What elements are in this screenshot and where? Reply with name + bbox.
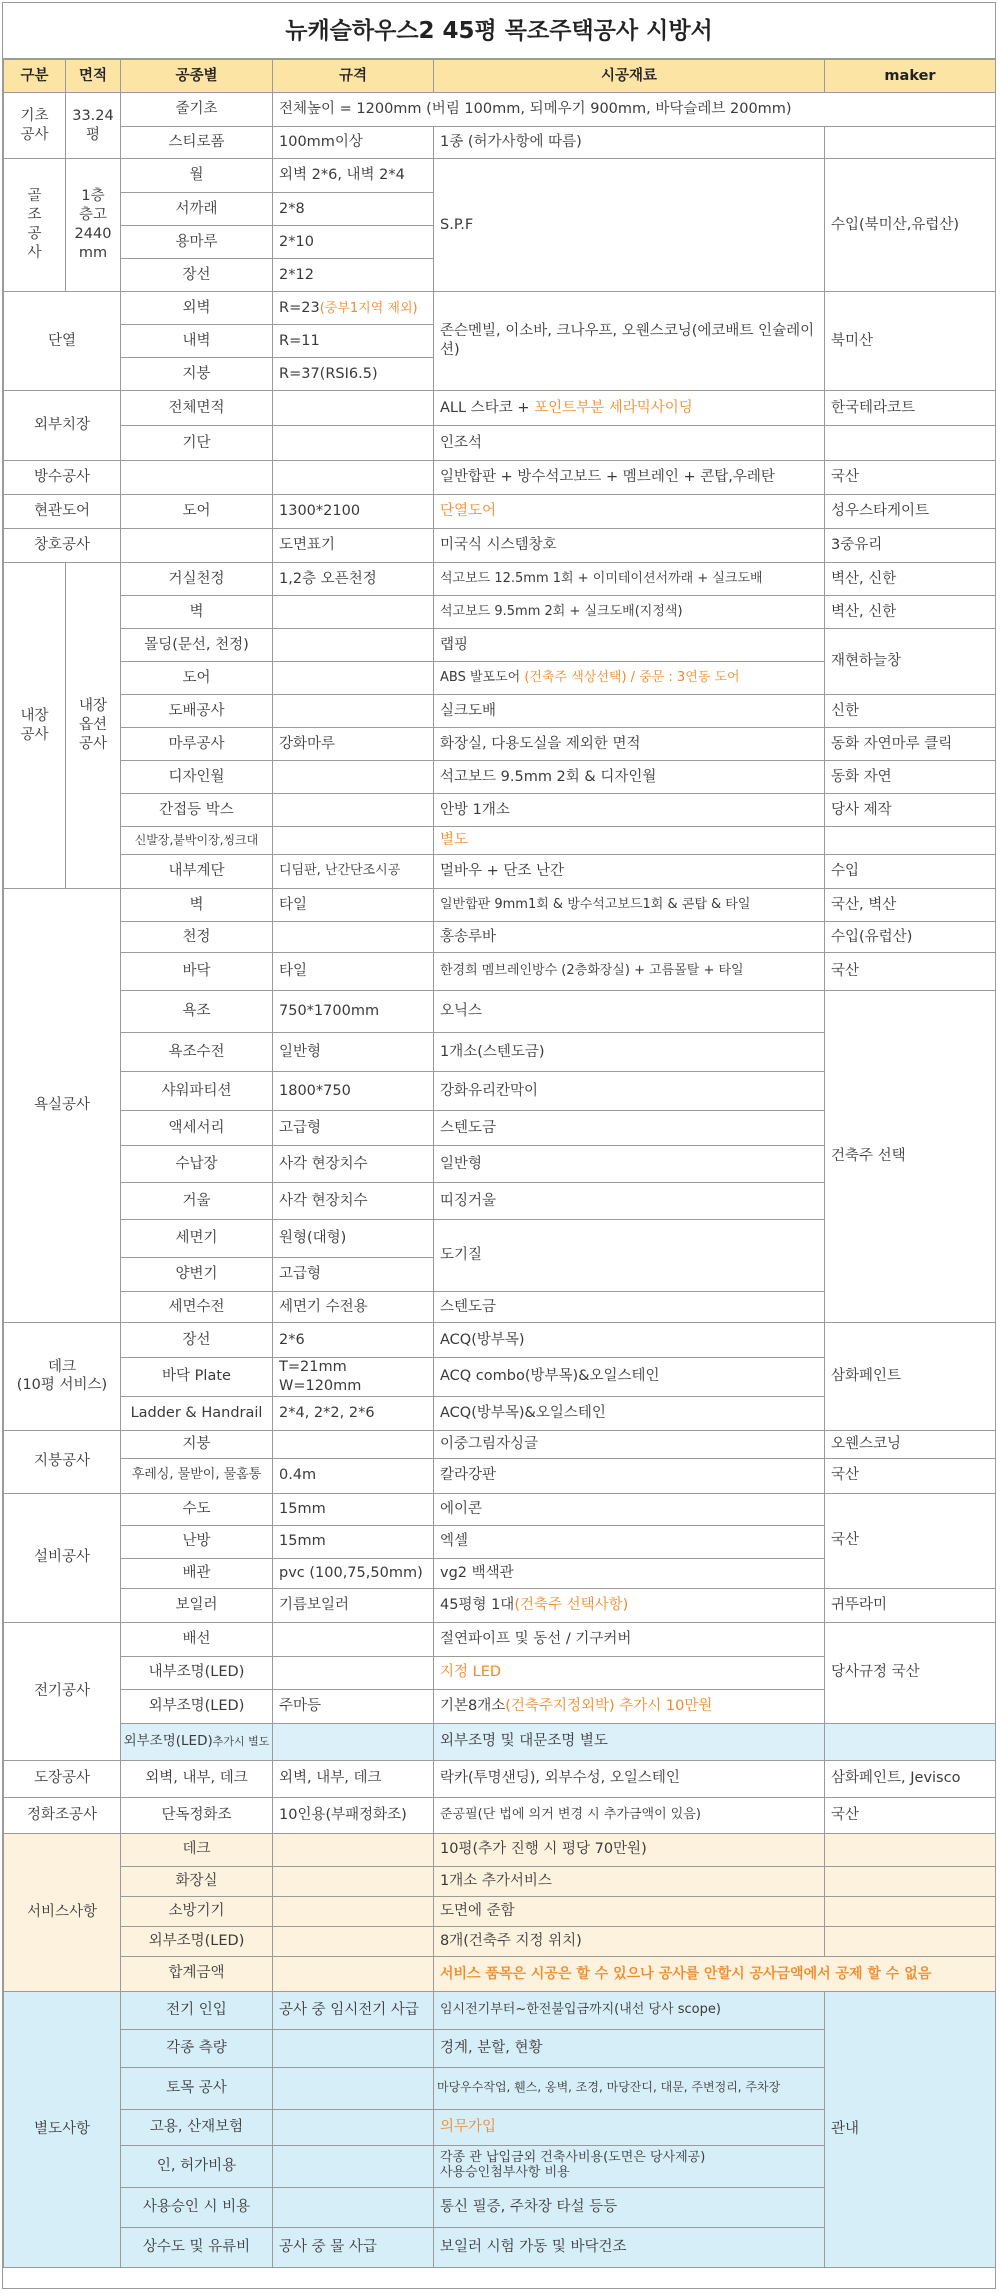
maker-cell: 국산 xyxy=(825,1797,996,1833)
table-row xyxy=(4,391,996,426)
group-waterproof: 방수공사 xyxy=(4,461,121,495)
table-row xyxy=(4,1588,996,1622)
item-cell: 월 xyxy=(121,159,273,193)
spec-cell: R=11 xyxy=(273,325,434,358)
group-separate: 별도사항 xyxy=(4,1991,121,2267)
table-row xyxy=(4,1323,996,1358)
table-row xyxy=(4,827,996,855)
material-cell: 띠징거울 xyxy=(434,1183,825,1220)
item-cell: 장선 xyxy=(121,1323,273,1358)
table-row xyxy=(4,1956,996,1991)
group-frame: 골 조 공 사 xyxy=(4,159,66,292)
spec-cell: 1800*750 xyxy=(273,1072,434,1111)
table-row xyxy=(4,563,996,596)
table-row xyxy=(4,629,996,662)
item-cell: 스티로폼 xyxy=(121,127,273,159)
material-cell: 1개소(스텐도금) xyxy=(434,1033,825,1072)
material-cell xyxy=(434,2145,825,2187)
material-cell: 일반형 xyxy=(434,1146,825,1183)
item-cell: 디자인월 xyxy=(121,761,273,794)
spec-note: (중부1지역 제외) xyxy=(319,300,418,316)
material-text: 45평형 1대 xyxy=(440,1596,515,1613)
table-row xyxy=(4,1430,996,1458)
item-cell: 외벽, 내부, 데크 xyxy=(121,1760,273,1797)
material-cell: 일반합판 + 방수석고보드 + 멤브레인 + 콘탑,우레탄 xyxy=(434,461,825,495)
spec-cell xyxy=(273,1956,434,1991)
group-entrance-door: 현관도어 xyxy=(4,495,121,529)
group-roof: 지붕공사 xyxy=(4,1430,121,1493)
item-cell: 벽 xyxy=(121,889,273,922)
material-cell: 통신 필증, 주차장 타설 등등 xyxy=(434,2187,825,2227)
item-cell: 양변기 xyxy=(121,1258,273,1292)
table-row xyxy=(4,991,996,1033)
group-interior-option: 내장 옵션 공사 xyxy=(66,563,121,889)
spec-cell xyxy=(273,761,434,794)
spec-cell xyxy=(273,1896,434,1926)
item-cell: 거울 xyxy=(121,1183,273,1220)
spec-table xyxy=(3,59,996,2268)
material-cell: 이중그림자싱글 xyxy=(434,1430,825,1458)
item-cell: 바닥 Plate xyxy=(121,1358,273,1397)
spec-cell xyxy=(273,794,434,827)
spec-cell: 세면기 수전용 xyxy=(273,1292,434,1323)
item-cell: 전기 인입 xyxy=(121,1991,273,2029)
group-septic: 정화조공사 xyxy=(4,1797,121,1833)
header-spec: 규격 xyxy=(273,60,434,93)
maker-cell: 수입(유럽산) xyxy=(825,922,996,953)
maker-cell: 북미산 xyxy=(825,292,996,391)
material-cell: ACQ combo(방부목)&오일스테인 xyxy=(434,1358,825,1397)
spec-cell xyxy=(273,1622,434,1656)
group-interior: 내장 공사 xyxy=(4,563,66,889)
item-cell: 용마루 xyxy=(121,226,273,259)
spec-cell xyxy=(273,629,434,662)
item-cell: 상수도 및 유류비 xyxy=(121,2227,273,2267)
item-cell: 도어 xyxy=(121,662,273,695)
table-row xyxy=(4,426,996,461)
spec-cell: 2*12 xyxy=(273,259,434,292)
material-text: ALL 스타코 + xyxy=(440,399,535,416)
material-cell: 1개소 추가서비스 xyxy=(434,1866,825,1896)
area-foundation: 33.24평 xyxy=(66,93,121,159)
item-cell: 바닥 xyxy=(121,953,273,991)
item-cell: 줄기초 xyxy=(121,93,273,127)
material-cell: 서비스 품목은 시공은 할 수 있으나 공사를 안할시 공사금액에서 공제 할 수 없음 xyxy=(434,1956,996,1991)
table-row xyxy=(4,953,996,991)
table-row xyxy=(4,292,996,325)
material-highlight: (건축주 색상선택) / 중문 : 3연동 도어 xyxy=(524,669,740,685)
header-work-type: 공종별 xyxy=(121,60,273,93)
spec-cell: 강화마루 xyxy=(273,728,434,761)
material-cell: 경계, 분할, 현황 xyxy=(434,2029,825,2067)
material-cell: 오닉스 xyxy=(434,991,825,1033)
maker-cell: 벽산, 신한 xyxy=(825,563,996,596)
spec-cell xyxy=(273,1926,434,1956)
material-cell: 에이콘 xyxy=(434,1493,825,1525)
item-cell: 내벽 xyxy=(121,325,273,358)
material-cell: 칼라강판 xyxy=(434,1458,825,1493)
spec-cell: 주마등 xyxy=(273,1689,434,1723)
spec-cell: 2*8 xyxy=(273,193,434,226)
material-cell: 도면에 준함 xyxy=(434,1896,825,1926)
material-cell: 석고보드 9.5mm 2회 & 디자인월 xyxy=(434,761,825,794)
item-cell: 장선 xyxy=(121,259,273,292)
maker-cell: 벽산, 신한 xyxy=(825,596,996,629)
item-cell: 배선 xyxy=(121,1622,273,1656)
item-cell: 데크 xyxy=(121,1833,273,1866)
item-cell: 각종 측량 xyxy=(121,2029,273,2067)
material-cell xyxy=(434,1689,825,1723)
item-note: 추가시 별도 xyxy=(212,1734,270,1748)
table-row xyxy=(4,93,996,127)
item-cell: 지붕 xyxy=(121,358,273,391)
item-cell: 사용승인 시 비용 xyxy=(121,2187,273,2227)
maker-cell: 수입 xyxy=(825,855,996,889)
spec-cell: 도면표기 xyxy=(273,529,434,563)
maker-cell: 오웬스코닝 xyxy=(825,1430,996,1458)
maker-cell xyxy=(825,1833,996,1866)
spec-cell: 기름보일러 xyxy=(273,1588,434,1622)
spec-cell xyxy=(273,922,434,953)
maker-cell xyxy=(825,1723,996,1760)
table-row xyxy=(4,1797,996,1833)
spec-cell: 외벽 2*6, 내벽 2*4 xyxy=(273,159,434,193)
material-highlight: (건축주지정외박) 추가시 10만원 xyxy=(505,1697,713,1714)
header-category: 구분 xyxy=(4,60,66,93)
spec-cell xyxy=(273,292,434,325)
header-material: 시공재료 xyxy=(434,60,825,93)
maker-cell xyxy=(825,127,996,159)
maker-cell xyxy=(825,426,996,461)
material-cell: 1종 (허가사항에 따름) xyxy=(434,127,825,159)
material-cell: 마당우수작업, 휀스, 옹벽, 조경, 마당잔디, 대문, 주변정리, 주차장 xyxy=(434,2067,825,2109)
spec-cell xyxy=(273,2109,434,2145)
material-cell: 도기질 xyxy=(434,1220,825,1292)
maker-cell xyxy=(825,827,996,855)
material-text: 사용승인첨부사항 비용 xyxy=(440,2165,570,2181)
spec-cell: 750*1700mm xyxy=(273,991,434,1033)
spec-cell: 2*4, 2*2, 2*6 xyxy=(273,1396,434,1430)
spec-cell: 원형(대형) xyxy=(273,1220,434,1258)
item-cell: 내부조명(LED) xyxy=(121,1656,273,1689)
material-cell: 한경희 멤브레인방수 (2층화장실) + 고름몰탈 + 타일 xyxy=(434,953,825,991)
item-cell: 샤워파티션 xyxy=(121,1072,273,1111)
group-foundation: 기초 공사 xyxy=(4,93,66,159)
spec-cell: 15mm xyxy=(273,1493,434,1525)
item-cell: Ladder & Handrail xyxy=(121,1396,273,1430)
spec-cell xyxy=(273,1833,434,1866)
item-cell: 마루공사 xyxy=(121,728,273,761)
table-row xyxy=(4,1896,996,1926)
spec-cell: 일반형 xyxy=(273,1033,434,1072)
material-cell xyxy=(434,662,825,695)
maker-cell: 국산, 벽산 xyxy=(825,889,996,922)
item-cell: 외부조명(LED) xyxy=(121,1926,273,1956)
item-cell: 도어 xyxy=(121,495,273,529)
spec-cell: 2*6 xyxy=(273,1323,434,1358)
group-service: 서비스사항 xyxy=(4,1833,121,1991)
item-cell: 수도 xyxy=(121,1493,273,1525)
item-cell: 액세서리 xyxy=(121,1111,273,1146)
material-text: ABS 발포도어 xyxy=(440,669,525,685)
group-windows: 창호공사 xyxy=(4,529,121,563)
item-text: 외부조명(LED) xyxy=(123,1732,213,1749)
spec-cell: 1300*2100 xyxy=(273,495,434,529)
spec-cell xyxy=(273,426,434,461)
table-row xyxy=(4,1991,996,2029)
item-cell: 몰딩(문선, 천정) xyxy=(121,629,273,662)
spec-cell xyxy=(273,2145,434,2187)
item-cell: 화장실 xyxy=(121,1866,273,1896)
maker-cell: 건축주 선택 xyxy=(825,991,996,1323)
item-cell: 간접등 박스 xyxy=(121,794,273,827)
table-row xyxy=(4,461,996,495)
material-cell: 스텐도금 xyxy=(434,1111,825,1146)
material-cell: 보일러 시험 가동 및 바닥건조 xyxy=(434,2227,825,2267)
spec-cell: 100mm이상 xyxy=(273,127,434,159)
table-row xyxy=(4,855,996,889)
material-cell: S.P.F xyxy=(434,159,825,292)
material-cell: 강화유리칸막이 xyxy=(434,1072,825,1111)
table-row xyxy=(4,889,996,922)
material-cell: 스텐도금 xyxy=(434,1292,825,1323)
material-cell: vg2 백색관 xyxy=(434,1558,825,1588)
maker-cell: 당사규정 국산 xyxy=(825,1622,996,1723)
material-highlight: (건축주 선택사항) xyxy=(514,1596,629,1613)
table-row xyxy=(4,495,996,529)
spec-cell: 고급형 xyxy=(273,1258,434,1292)
item-cell: 거실천정 xyxy=(121,563,273,596)
group-exterior: 외부치장 xyxy=(4,391,121,461)
spec-document xyxy=(2,2,996,2289)
table-row xyxy=(4,794,996,827)
item-cell: 토목 공사 xyxy=(121,2067,273,2109)
group-deck: 데크 (10평 서비스) xyxy=(4,1323,121,1431)
spec-cell: 타일 xyxy=(273,889,434,922)
spec-cell xyxy=(273,2067,434,2109)
item-cell: 후레싱, 물받이, 물홈통 xyxy=(121,1458,273,1493)
spec-cell xyxy=(273,1723,434,1760)
spec-cell xyxy=(273,461,434,495)
material-cell: 인조석 xyxy=(434,426,825,461)
maker-cell: 삼화페인트, Jevisco xyxy=(825,1760,996,1797)
item-cell: 지붕 xyxy=(121,1430,273,1458)
group-facilities: 설비공사 xyxy=(4,1493,121,1622)
spec-cell: 사각 현장치수 xyxy=(273,1146,434,1183)
maker-cell: 성우스타게이트 xyxy=(825,495,996,529)
item-cell xyxy=(121,461,273,495)
item-cell: 고용, 산재보험 xyxy=(121,2109,273,2145)
material-cell: 랩핑 xyxy=(434,629,825,662)
spec-cell: 외벽, 내부, 데크 xyxy=(273,1760,434,1797)
table-row xyxy=(4,1833,996,1866)
material-cell xyxy=(434,391,825,426)
item-cell: 내부계단 xyxy=(121,855,273,889)
table-row xyxy=(4,695,996,728)
maker-cell: 3중유리 xyxy=(825,529,996,563)
table-row xyxy=(4,761,996,794)
spec-cell xyxy=(273,695,434,728)
item-cell: 소방기기 xyxy=(121,1896,273,1926)
material-cell: 미국식 시스템창호 xyxy=(434,529,825,563)
item-cell: 신발장,붙박이장,씽크대 xyxy=(121,827,273,855)
group-bathroom: 욕실공사 xyxy=(4,889,121,1323)
material-cell: 일반합판 9mm1회 & 방수석고보드1회 & 콘탑 & 타일 xyxy=(434,889,825,922)
material-cell: ACQ(방부목)&오일스테인 xyxy=(434,1396,825,1430)
table-row xyxy=(4,922,996,953)
maker-cell: 한국테라코트 xyxy=(825,391,996,426)
spec-text: R=23 xyxy=(279,299,320,316)
header-area: 면적 xyxy=(66,60,121,93)
table-row xyxy=(4,1458,996,1493)
maker-cell: 수입(북미산,유럽산) xyxy=(825,159,996,292)
spec-cell: 디딤판, 난간단조시공 xyxy=(273,855,434,889)
item-cell: 합계금액 xyxy=(121,1956,273,1991)
spec-cell: 공사 중 임시전기 사급 xyxy=(273,1991,434,2029)
spec-cell: pvc (100,75,50mm) xyxy=(273,1558,434,1588)
item-cell: 보일러 xyxy=(121,1588,273,1622)
maker-cell: 귀뚜라미 xyxy=(825,1588,996,1622)
item-cell: 인, 허가비용 xyxy=(121,2145,273,2187)
material-cell: 외부조명 및 대문조명 별도 xyxy=(434,1723,825,1760)
maker-cell: 당사 제작 xyxy=(825,794,996,827)
item-cell: 외벽 xyxy=(121,292,273,325)
item-cell: 욕조 xyxy=(121,991,273,1033)
material-text: 기본8개소 xyxy=(440,1697,506,1714)
spec-cell: 공사 중 물 사급 xyxy=(273,2227,434,2267)
material-cell xyxy=(434,1588,825,1622)
material-cell: 멀바우 + 단조 난간 xyxy=(434,855,825,889)
material-cell: 의무가입 xyxy=(434,2109,825,2145)
table-row xyxy=(4,159,996,193)
header-maker: maker xyxy=(825,60,996,93)
table-row xyxy=(4,1723,996,1760)
header-row xyxy=(4,60,996,93)
material-cell: 화장실, 다용도실을 제외한 면적 xyxy=(434,728,825,761)
material-cell: 석고보드 12.5mm 1회 + 이미테이션서까래 + 실크도배 xyxy=(434,563,825,596)
spec-cell xyxy=(273,1656,434,1689)
maker-cell: 관내 xyxy=(825,1991,996,2267)
table-row xyxy=(4,596,996,629)
spec-cell xyxy=(273,2187,434,2227)
table-row xyxy=(4,127,996,159)
maker-cell xyxy=(825,1866,996,1896)
material-cell: ACQ(방부목) xyxy=(434,1323,825,1358)
item-cell: 전체면적 xyxy=(121,391,273,426)
document-title: 뉴캐슬하우스2 45평 목조주택공사 시방서 xyxy=(3,3,995,59)
table-row xyxy=(4,1866,996,1896)
spec-cell: 사각 현장치수 xyxy=(273,1183,434,1220)
material-cell: 절연파이프 및 동선 / 기구커버 xyxy=(434,1622,825,1656)
material-cell: 단열도어 xyxy=(434,495,825,529)
material-cell: 존슨멘빌, 이소바, 크나우프, 오웬스코닝(에코배트 인슐레이션) xyxy=(434,292,825,391)
item-cell: 외부조명(LED) xyxy=(121,1689,273,1723)
item-cell xyxy=(121,1723,273,1760)
spec-cell: 전체높이 = 1200mm (버림 100mm, 되메우기 900mm, 바닥슬레브 200mm) xyxy=(273,93,996,127)
maker-cell xyxy=(825,1896,996,1926)
maker-cell: 국산 xyxy=(825,953,996,991)
maker-cell: 재현하늘창 xyxy=(825,629,996,695)
maker-cell: 국산 xyxy=(825,1493,996,1588)
spec-cell: R=37(RSI6.5) xyxy=(273,358,434,391)
item-cell: 벽 xyxy=(121,596,273,629)
group-insulation: 단열 xyxy=(4,292,121,391)
material-cell: 준공필(단 법에 의거 변경 시 추가금액이 있음) xyxy=(434,1797,825,1833)
material-cell: 락카(투명샌딩), 외부수성, 오일스테인 xyxy=(434,1760,825,1797)
maker-cell xyxy=(825,1926,996,1956)
material-cell: 엑셀 xyxy=(434,1525,825,1558)
spec-cell: 고급형 xyxy=(273,1111,434,1146)
material-cell: 10평(추가 진행 시 평당 70만원) xyxy=(434,1833,825,1866)
material-highlight: 포인트부분 세라믹사이딩 xyxy=(534,399,693,416)
item-cell xyxy=(121,529,273,563)
item-cell: 기단 xyxy=(121,426,273,461)
maker-cell: 동화 자연 xyxy=(825,761,996,794)
item-cell: 세면수전 xyxy=(121,1292,273,1323)
material-cell: 8개(건축주 지정 위치) xyxy=(434,1926,825,1956)
spec-cell: T=21mm W=120mm xyxy=(273,1358,434,1397)
table-row xyxy=(4,1493,996,1525)
maker-cell: 삼화페인트 xyxy=(825,1323,996,1431)
item-cell: 난방 xyxy=(121,1525,273,1558)
table-row xyxy=(4,1622,996,1656)
item-cell: 수납장 xyxy=(121,1146,273,1183)
spec-cell: 0.4m xyxy=(273,1458,434,1493)
maker-cell: 국산 xyxy=(825,461,996,495)
spec-cell: 15mm xyxy=(273,1525,434,1558)
spec-cell xyxy=(273,2029,434,2067)
item-cell: 도배공사 xyxy=(121,695,273,728)
spec-cell: 타일 xyxy=(273,953,434,991)
item-cell: 욕조수전 xyxy=(121,1033,273,1072)
spec-cell: 2*10 xyxy=(273,226,434,259)
item-cell: 천정 xyxy=(121,922,273,953)
spec-cell xyxy=(273,1866,434,1896)
item-cell: 단독정화조 xyxy=(121,1797,273,1833)
spec-cell xyxy=(273,827,434,855)
material-cell: 안방 1개소 xyxy=(434,794,825,827)
table-row xyxy=(4,728,996,761)
maker-cell: 신한 xyxy=(825,695,996,728)
spec-cell xyxy=(273,662,434,695)
spec-cell xyxy=(273,391,434,426)
item-cell: 배관 xyxy=(121,1558,273,1588)
spec-cell: 1,2층 오픈천정 xyxy=(273,563,434,596)
spec-cell xyxy=(273,1430,434,1458)
group-electrical: 전기공사 xyxy=(4,1622,121,1760)
material-cell: 실크도배 xyxy=(434,695,825,728)
material-cell: 임시전기부터~한전불입금까지(내선 당사 scope) xyxy=(434,1991,825,2029)
item-cell: 서까래 xyxy=(121,193,273,226)
material-cell: 별도 xyxy=(434,827,825,855)
item-cell: 세면기 xyxy=(121,1220,273,1258)
material-cell: 지정 LED xyxy=(434,1656,825,1689)
maker-cell: 국산 xyxy=(825,1458,996,1493)
table-row xyxy=(4,1760,996,1797)
spec-cell xyxy=(273,596,434,629)
spec-cell: 10인용(부패정화조) xyxy=(273,1797,434,1833)
maker-cell: 동화 자연마루 클릭 xyxy=(825,728,996,761)
material-text: 각종 관 납입금외 건축사비용(도면은 당사제공) xyxy=(440,2150,706,2166)
group-painting: 도장공사 xyxy=(4,1760,121,1797)
material-cell: 석고보드 9.5mm 2회 + 실크도배(지정색) xyxy=(434,596,825,629)
table-row xyxy=(4,1926,996,1956)
table-row xyxy=(4,529,996,563)
area-frame: 1층 층고 2440 mm xyxy=(66,159,121,292)
material-cell: 홍송루바 xyxy=(434,922,825,953)
